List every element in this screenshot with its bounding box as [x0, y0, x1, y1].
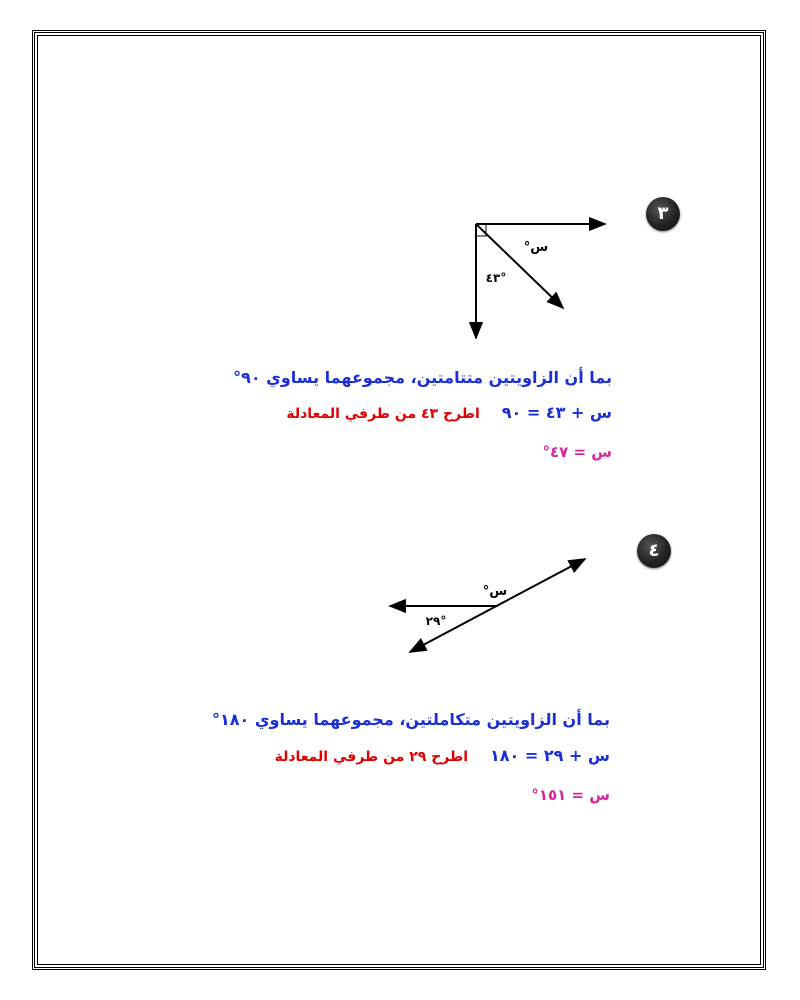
supplementary-angles-diagram: [380, 550, 595, 665]
problem-3-badge: ٣: [646, 197, 680, 231]
problem-3-note: اطرح ٤٣ من طرفي المعادلة: [286, 406, 480, 422]
angle-label-x: س°: [523, 240, 549, 255]
problem-4-badge: ٤: [637, 534, 671, 568]
complementary-angles-diagram: [450, 205, 630, 345]
angle-label-x: س°: [482, 584, 508, 599]
angle-label-43: °٤٣: [485, 271, 507, 285]
angle-label-29: °٢٩: [425, 614, 447, 628]
problem-4-note: اطرح ٢٩ من طرفي المعادلة: [274, 749, 468, 765]
ray-diagonal: [476, 224, 563, 308]
problem-4-equation: س + ٢٩ = ١٨٠: [490, 746, 610, 765]
problem-3-answer: س = ٤٧°: [542, 443, 612, 461]
problem-3-equation: س + ٤٣ = ٩٠: [501, 403, 612, 422]
problem-3-statement: بما أن الزاويتين متتامتين، مجموعهما يساوي ٩٠°: [233, 368, 612, 387]
page-frame: [32, 30, 766, 970]
problem-4-answer: س = ١٥١°: [531, 786, 610, 804]
problem-3-equation-line: [286, 403, 612, 422]
problem-4-equation-line: [275, 746, 610, 765]
problem-4-statement: بما أن الزاويتين متكاملتين، مجموعهما يساوي ١٨٠°: [212, 710, 610, 729]
